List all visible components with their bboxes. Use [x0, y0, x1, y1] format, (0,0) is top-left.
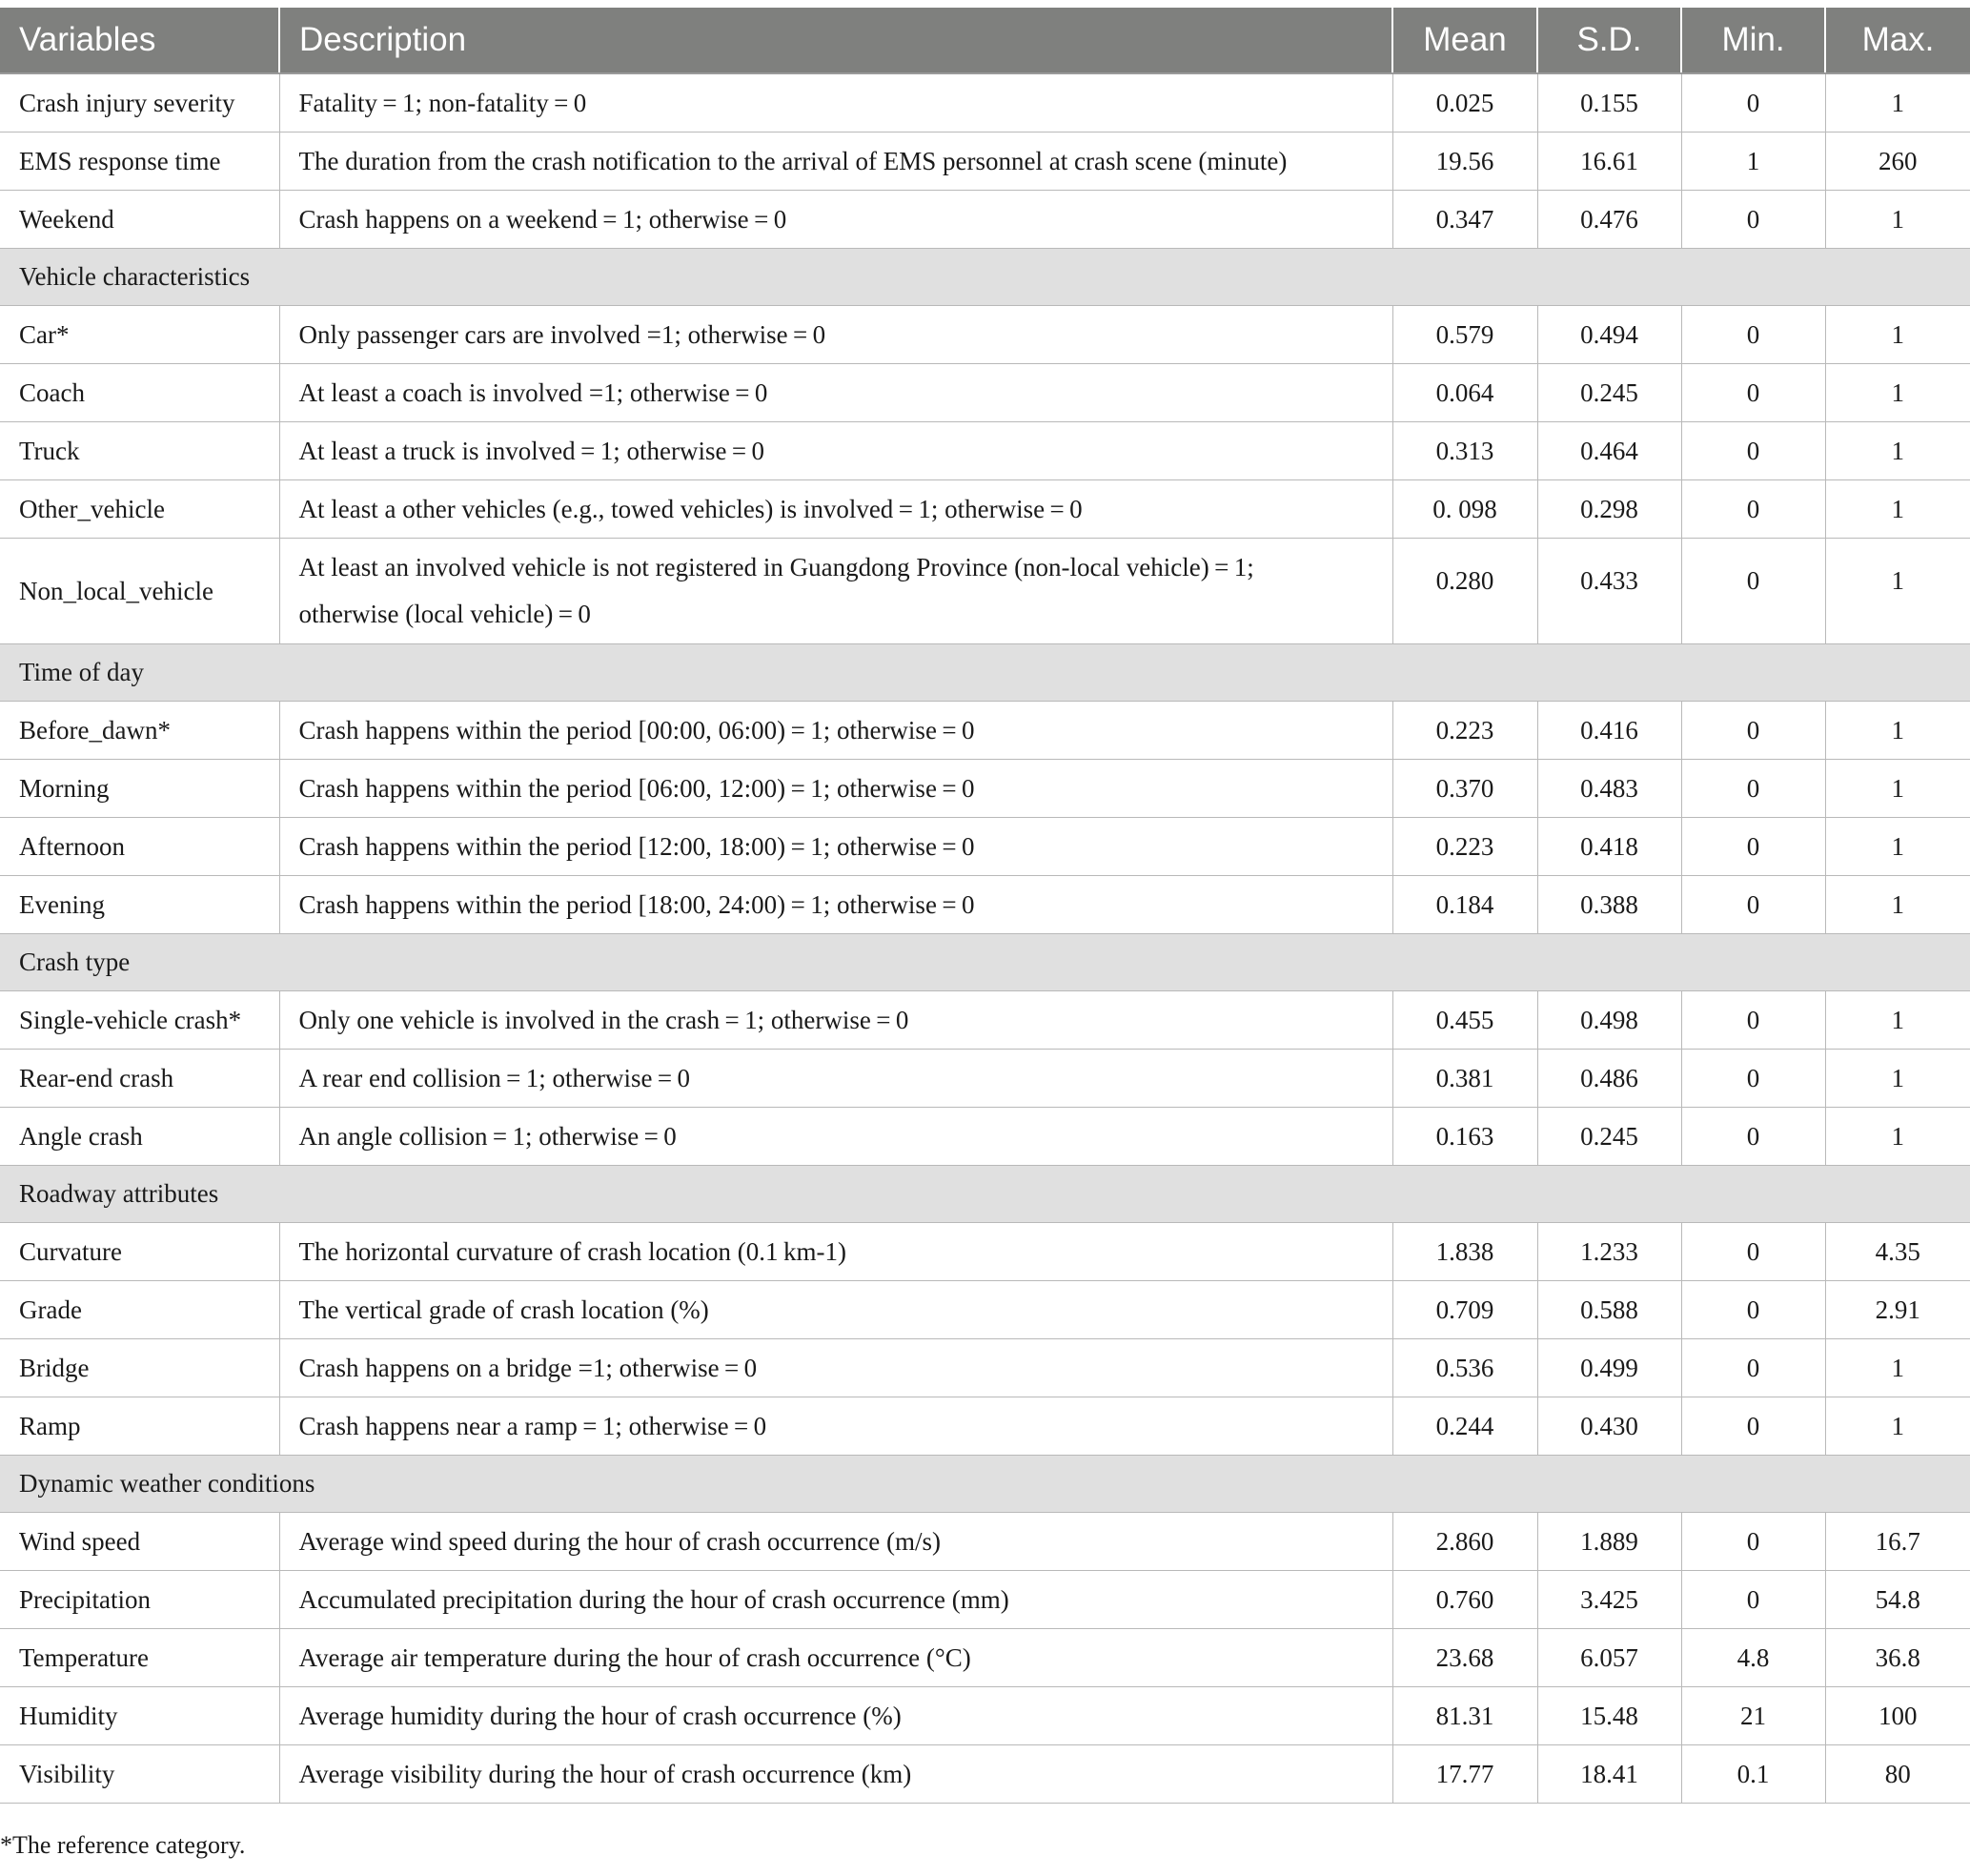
cell-sd: 16.61 — [1537, 133, 1681, 191]
cell-sd: 18.41 — [1537, 1745, 1681, 1804]
section-label: Vehicle characteristics — [0, 249, 1970, 306]
cell-mean: 0.760 — [1392, 1571, 1537, 1629]
cell-min: 0 — [1681, 1339, 1825, 1397]
cell-variable: Afternoon — [0, 818, 279, 876]
cell-mean: 0.709 — [1392, 1281, 1537, 1339]
cell-mean: 0.370 — [1392, 760, 1537, 818]
cell-max: 1 — [1825, 364, 1970, 422]
cell-min: 0 — [1681, 422, 1825, 480]
cell-min: 21 — [1681, 1687, 1825, 1745]
table-row — [0, 702, 1970, 760]
cell-description: Crash happens within the period [12:00, 18:00) = 1; otherwise = 0 — [279, 818, 1392, 876]
table-row — [0, 133, 1970, 191]
cell-sd: 0.483 — [1537, 760, 1681, 818]
cell-mean: 23.68 — [1392, 1629, 1537, 1687]
cell-sd: 15.48 — [1537, 1687, 1681, 1745]
cell-sd: 0.433 — [1537, 539, 1681, 644]
cell-variable: Morning — [0, 760, 279, 818]
cell-min: 0 — [1681, 306, 1825, 364]
table-row — [0, 422, 1970, 480]
section-label: Time of day — [0, 644, 1970, 702]
header-min: Min. — [1681, 8, 1825, 73]
cell-max: 1 — [1825, 991, 1970, 1050]
header-description: Description — [279, 8, 1392, 73]
cell-variable: Visibility — [0, 1745, 279, 1804]
section-label: Dynamic weather conditions — [0, 1456, 1970, 1513]
cell-max: 1 — [1825, 818, 1970, 876]
cell-mean: 0.244 — [1392, 1397, 1537, 1456]
cell-min: 0 — [1681, 1050, 1825, 1108]
cell-description: At least a coach is involved =1; otherwise = 0 — [279, 364, 1392, 422]
cell-variable: Single-vehicle crash* — [0, 991, 279, 1050]
cell-variable: EMS response time — [0, 133, 279, 191]
cell-min: 0 — [1681, 1281, 1825, 1339]
cell-sd: 0.588 — [1537, 1281, 1681, 1339]
cell-sd: 0.416 — [1537, 702, 1681, 760]
table-row — [0, 1513, 1970, 1571]
cell-description: At least a other vehicles (e.g., towed vehicles) is involved = 1; otherwise = 0 — [279, 480, 1392, 539]
cell-variable: Coach — [0, 364, 279, 422]
cell-mean: 0.347 — [1392, 191, 1537, 249]
cell-variable: Evening — [0, 876, 279, 934]
cell-description: Average visibility during the hour of crash occurrence (km) — [279, 1745, 1392, 1804]
cell-max: 1 — [1825, 480, 1970, 539]
cell-mean: 1.838 — [1392, 1223, 1537, 1281]
cell-max: 80 — [1825, 1745, 1970, 1804]
table-row — [0, 1745, 1970, 1804]
cell-sd: 6.057 — [1537, 1629, 1681, 1687]
cell-sd: 0.430 — [1537, 1397, 1681, 1456]
variables-table — [0, 8, 1970, 1804]
table-header — [0, 8, 1970, 73]
header-sd: S.D. — [1537, 8, 1681, 73]
cell-variable: Car* — [0, 306, 279, 364]
cell-max: 100 — [1825, 1687, 1970, 1745]
cell-mean: 0.223 — [1392, 702, 1537, 760]
table-row — [0, 73, 1970, 133]
cell-min: 0 — [1681, 1108, 1825, 1166]
cell-mean: 0.064 — [1392, 364, 1537, 422]
cell-min: 0 — [1681, 1397, 1825, 1456]
table-row — [0, 1108, 1970, 1166]
cell-description — [279, 539, 1392, 644]
cell-sd: 0.388 — [1537, 876, 1681, 934]
cell-max: 36.8 — [1825, 1629, 1970, 1687]
cell-variable: Grade — [0, 1281, 279, 1339]
cell-mean: 81.31 — [1392, 1687, 1537, 1745]
cell-max: 16.7 — [1825, 1513, 1970, 1571]
cell-mean: 0.223 — [1392, 818, 1537, 876]
table-row — [0, 991, 1970, 1050]
cell-max: 260 — [1825, 133, 1970, 191]
cell-description: Only one vehicle is involved in the crash = 1; otherwise = 0 — [279, 991, 1392, 1050]
table-row — [0, 364, 1970, 422]
cell-sd: 0.498 — [1537, 991, 1681, 1050]
cell-variable: Temperature — [0, 1629, 279, 1687]
table-body — [0, 73, 1970, 1804]
cell-sd: 0.486 — [1537, 1050, 1681, 1108]
header-mean: Mean — [1392, 8, 1537, 73]
table-row — [0, 1339, 1970, 1397]
section-row — [0, 249, 1970, 306]
cell-max: 1 — [1825, 702, 1970, 760]
cell-description: Crash happens within the period [18:00, 24:00) = 1; otherwise = 0 — [279, 876, 1392, 934]
cell-min: 4.8 — [1681, 1629, 1825, 1687]
cell-variable: Weekend — [0, 191, 279, 249]
cell-variable: Precipitation — [0, 1571, 279, 1629]
table-row — [0, 1687, 1970, 1745]
cell-max: 1 — [1825, 539, 1970, 644]
table-row — [0, 1223, 1970, 1281]
header-max: Max. — [1825, 8, 1970, 73]
cell-description: Average humidity during the hour of crash occurrence (%) — [279, 1687, 1392, 1745]
cell-min: 0 — [1681, 191, 1825, 249]
cell-min: 0 — [1681, 876, 1825, 934]
cell-description: Average air temperature during the hour of crash occurrence (°C) — [279, 1629, 1392, 1687]
cell-max: 1 — [1825, 422, 1970, 480]
cell-sd: 0.245 — [1537, 1108, 1681, 1166]
cell-min: 0 — [1681, 760, 1825, 818]
cell-mean: 17.77 — [1392, 1745, 1537, 1804]
cell-description: Crash happens within the period [00:00, 06:00) = 1; otherwise = 0 — [279, 702, 1392, 760]
table-row — [0, 876, 1970, 934]
cell-sd: 0.494 — [1537, 306, 1681, 364]
cell-max: 1 — [1825, 306, 1970, 364]
section-row — [0, 1456, 1970, 1513]
data-table-container — [0, 8, 1970, 1804]
description-line: At least an involved vehicle is not registered in Guangdong Province (non-local vehicle) = 1; — [298, 553, 1254, 581]
cell-description: Crash happens on a weekend = 1; otherwise = 0 — [279, 191, 1392, 249]
cell-description: Crash happens on a bridge =1; otherwise = 0 — [279, 1339, 1392, 1397]
cell-sd: 0.155 — [1537, 73, 1681, 133]
cell-mean: 19.56 — [1392, 133, 1537, 191]
cell-mean: 0.163 — [1392, 1108, 1537, 1166]
cell-max: 1 — [1825, 73, 1970, 133]
cell-variable: Truck — [0, 422, 279, 480]
table-row — [0, 191, 1970, 249]
cell-variable: Angle crash — [0, 1108, 279, 1166]
cell-description: At least a truck is involved = 1; otherwise = 0 — [279, 422, 1392, 480]
cell-mean: 0.025 — [1392, 73, 1537, 133]
cell-description: The vertical grade of crash location (%) — [279, 1281, 1392, 1339]
cell-min: 0 — [1681, 1223, 1825, 1281]
cell-min: 1 — [1681, 133, 1825, 191]
cell-min: 0 — [1681, 480, 1825, 539]
header-row — [0, 8, 1970, 73]
cell-mean: 0.381 — [1392, 1050, 1537, 1108]
table-row — [0, 539, 1970, 644]
cell-min: 0 — [1681, 539, 1825, 644]
table-row — [0, 480, 1970, 539]
cell-mean: 0.536 — [1392, 1339, 1537, 1397]
cell-min: 0.1 — [1681, 1745, 1825, 1804]
cell-mean: 0.313 — [1392, 422, 1537, 480]
table-row — [0, 1629, 1970, 1687]
cell-min: 0 — [1681, 1513, 1825, 1571]
cell-max: 1 — [1825, 1339, 1970, 1397]
cell-variable: Ramp — [0, 1397, 279, 1456]
section-row — [0, 934, 1970, 991]
cell-description: Crash happens near a ramp = 1; otherwise = 0 — [279, 1397, 1392, 1456]
cell-min: 0 — [1681, 73, 1825, 133]
cell-mean: 0.579 — [1392, 306, 1537, 364]
cell-max: 1 — [1825, 760, 1970, 818]
cell-description: Average wind speed during the hour of crash occurrence (m/s) — [279, 1513, 1392, 1571]
cell-max: 1 — [1825, 191, 1970, 249]
table-row — [0, 760, 1970, 818]
cell-variable: Wind speed — [0, 1513, 279, 1571]
table-footnote: *The reference category. — [0, 1831, 246, 1859]
cell-min: 0 — [1681, 991, 1825, 1050]
cell-variable: Bridge — [0, 1339, 279, 1397]
cell-variable: Humidity — [0, 1687, 279, 1745]
cell-sd: 0.245 — [1537, 364, 1681, 422]
cell-sd: 0.418 — [1537, 818, 1681, 876]
table-row — [0, 1050, 1970, 1108]
cell-min: 0 — [1681, 364, 1825, 422]
description-line: otherwise (local vehicle) = 0 — [298, 600, 591, 628]
table-row — [0, 818, 1970, 876]
cell-max: 1 — [1825, 1050, 1970, 1108]
cell-description: The duration from the crash notification to the arrival of EMS personnel at crash scene (minute) — [279, 133, 1392, 191]
table-row — [0, 1571, 1970, 1629]
cell-description: Crash happens within the period [06:00, 12:00) = 1; otherwise = 0 — [279, 760, 1392, 818]
cell-max: 1 — [1825, 876, 1970, 934]
cell-sd: 0.499 — [1537, 1339, 1681, 1397]
cell-max: 1 — [1825, 1397, 1970, 1456]
cell-mean: 0.184 — [1392, 876, 1537, 934]
cell-variable: Other_vehicle — [0, 480, 279, 539]
cell-description: Accumulated precipitation during the hour of crash occurrence (mm) — [279, 1571, 1392, 1629]
cell-min: 0 — [1681, 818, 1825, 876]
table-row — [0, 306, 1970, 364]
cell-description: Fatality = 1; non-fatality = 0 — [279, 73, 1392, 133]
cell-min: 0 — [1681, 702, 1825, 760]
cell-mean: 0. 098 — [1392, 480, 1537, 539]
cell-sd: 0.476 — [1537, 191, 1681, 249]
cell-variable: Non_local_vehicle — [0, 539, 279, 644]
cell-mean: 0.455 — [1392, 991, 1537, 1050]
cell-sd: 3.425 — [1537, 1571, 1681, 1629]
section-label: Crash type — [0, 934, 1970, 991]
cell-variable: Before_dawn* — [0, 702, 279, 760]
cell-sd: 1.889 — [1537, 1513, 1681, 1571]
cell-variable: Rear-end crash — [0, 1050, 279, 1108]
cell-description: The horizontal curvature of crash location (0.1 km-1) — [279, 1223, 1392, 1281]
cell-mean: 2.860 — [1392, 1513, 1537, 1571]
header-variables: Variables — [0, 8, 279, 73]
cell-sd: 0.298 — [1537, 480, 1681, 539]
cell-max: 2.91 — [1825, 1281, 1970, 1339]
section-row — [0, 1166, 1970, 1223]
cell-max: 1 — [1825, 1108, 1970, 1166]
cell-variable: Curvature — [0, 1223, 279, 1281]
cell-max: 4.35 — [1825, 1223, 1970, 1281]
cell-min: 0 — [1681, 1571, 1825, 1629]
cell-variable: Crash injury severity — [0, 73, 279, 133]
cell-sd: 1.233 — [1537, 1223, 1681, 1281]
table-row — [0, 1281, 1970, 1339]
table-row — [0, 1397, 1970, 1456]
section-row — [0, 644, 1970, 702]
cell-sd: 0.464 — [1537, 422, 1681, 480]
cell-description: Only passenger cars are involved =1; otherwise = 0 — [279, 306, 1392, 364]
section-label: Roadway attributes — [0, 1166, 1970, 1223]
cell-mean: 0.280 — [1392, 539, 1537, 644]
cell-description: An angle collision = 1; otherwise = 0 — [279, 1108, 1392, 1166]
cell-max: 54.8 — [1825, 1571, 1970, 1629]
cell-description: A rear end collision = 1; otherwise = 0 — [279, 1050, 1392, 1108]
